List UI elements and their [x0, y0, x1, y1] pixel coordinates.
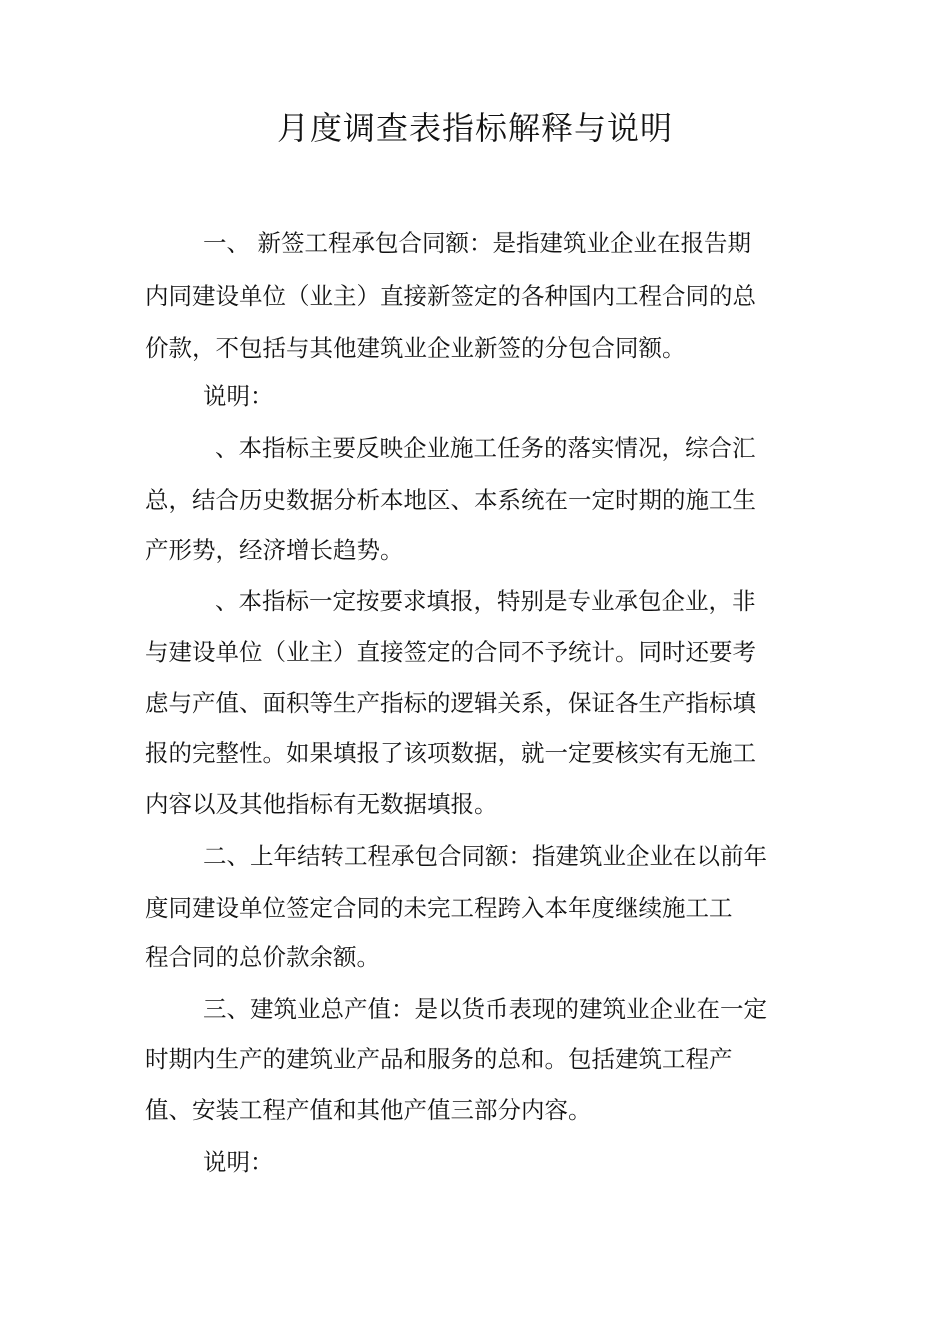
- paragraph-line: 时期内生产的建筑业产品和服务的总和。包括建筑工程产: [145, 1045, 733, 1073]
- paragraph-line: 报的完整性。如果填报了该项数据，就一定要核实有无施工: [145, 739, 756, 767]
- paragraph-line: 程合同的总价款余额。: [145, 943, 380, 971]
- paragraph-line: 、本指标一定按要求填报，特别是专业承包企业，非: [215, 587, 756, 615]
- paragraph-line: 值、安装工程产值和其他产值三部分内容。: [145, 1096, 592, 1124]
- paragraph-line: 总，结合历史数据分析本地区、本系统在一定时期的施工生: [145, 486, 756, 514]
- paragraph-line: 虑与产值、面积等生产指标的逻辑关系，保证各生产指标填: [145, 689, 756, 717]
- paragraph-line: 一、 新签工程承包合同额：是指建筑业企业在报告期: [203, 229, 751, 257]
- page-title: 月度调查表指标解释与说明: [276, 109, 673, 147]
- section-label: 说明：: [203, 1148, 274, 1176]
- section-label: 说明：: [203, 382, 274, 410]
- paragraph-line: 三、建筑业总产值：是以货币表现的建筑业企业在一定: [203, 995, 767, 1023]
- paragraph-line: 度同建设单位签定合同的未完工程跨入本年度继续施工工: [145, 894, 733, 922]
- paragraph-line: 与建设单位（业主）直接签定的合同不予统计。同时还要考: [145, 638, 756, 666]
- paragraph-line: 二、上年结转工程承包合同额：指建筑业企业在以前年: [203, 842, 767, 870]
- paragraph-line: 产形势，经济增长趋势。: [145, 536, 404, 564]
- paragraph-line: 、本指标主要反映企业施工任务的落实情况，综合汇: [215, 434, 756, 462]
- paragraph-line: 内容以及其他指标有无数据填报。: [145, 790, 498, 818]
- paragraph-line: 内同建设单位（业主）直接新签定的各种国内工程合同的总: [145, 282, 756, 310]
- paragraph-line: 价款，不包括与其他建筑业企业新签的分包合同额。: [145, 334, 686, 362]
